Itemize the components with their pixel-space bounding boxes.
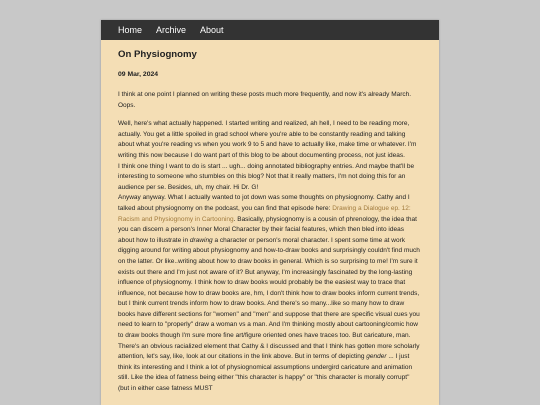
post-date: 09 Mar, 2024 xyxy=(118,71,159,78)
emphasis-drawing: drawing xyxy=(189,236,213,244)
podcast-episode-link[interactable]: Drawing a Dialogue ep. 12: Racism and Physiognomy in Cartooning xyxy=(118,204,411,223)
paragraph-2: Well, here's what actually happened. I started writing and realized, ah hell, I need to be reading more, actually. You get a little spoiled in grad school where you're able to be constantly reading and talking about what you're reading vs when you work 9 to 5 and have to actually like, make time or whatever. I'm writing this now because I do want part of this blog to be about documenting process, not just ideas. xyxy=(118,120,417,159)
paragraph-3: I think one thing I want to do is start ... ugh... doing annotated bibliography entries. And maybe that'll be interesting to someone who stumbles on this blog? Not that it really matters, I'm not doing this for an audience per se. Besides, uh, my chair. Hi Dr. G! xyxy=(118,162,415,191)
paragraph-4-text-a: Anyway anyway. What I actually wanted to jot down was some thoughts on physiognomy. Cathy and I talked about physiognomy on the podcast, you can find that episode here: xyxy=(118,194,410,212)
paragraph-4-text-d: ... I just think its interesting and I think a lot of physiognomical assumptions undergird caricature and animation still. Like the idea of fatness being either "this character is happy" or "this character is morally corrupt" (but in either case fatness MUST xyxy=(118,353,413,393)
nav-home-link[interactable]: Home xyxy=(118,25,143,35)
paragraph-1: I think at one point I planned on writing these posts much more frequently, and now it's already March. Oops. xyxy=(118,91,412,109)
post-title: On Physiognomy xyxy=(118,49,197,60)
post-content xyxy=(101,40,439,395)
nav-archive-link[interactable]: Archive xyxy=(156,25,187,35)
blog-page xyxy=(101,20,439,405)
top-nav xyxy=(101,20,439,40)
emphasis-gender: gender xyxy=(366,353,387,361)
paragraph-4-text-c: a character or person's moral character. I spent some time at work digging around for writing about physiognomy and how-to-draw books and surprisingly couldn't find much on the latter. Or like..writing about how to draw books in general. Which is so surprising to me! I'm sure it exists out there and I'm just not aware of it? But anyway, I'm increasingly fascinated by the long-lasting influence of physiognomy. I think how to draw books would probably be the easiest way to trace that influence, not because how to draw books are, hm, I don't think how to draw books inform current trends, but I think current trends inform how to draw books. And there's so many...like so many how to draw books have different sections for "women" and "men" and suppose that there are specific visual cues you need to learn to "properly" draw a woman vs a man. And I'm thinking mostly about cartooning/comic how to draw books though I'm sure more fine art/figure oriented ones have traces too. But caricature, man. There's an obvious racialized element that Cathy & I discussed and that I think has gotten more scholarly attention, let's say, like, look at our citations in the link above. But in terms of depicting xyxy=(118,236,420,361)
nav-about-link[interactable]: About xyxy=(200,25,224,35)
paragraph-4-text-b: . Basically, physiognomy is a cousin of phrenology, the idea that you can discern a person's Inner Moral Character by their facial features, which then bled into ideas about how to illustrate in xyxy=(118,215,417,244)
paragraph-4 xyxy=(118,193,422,394)
